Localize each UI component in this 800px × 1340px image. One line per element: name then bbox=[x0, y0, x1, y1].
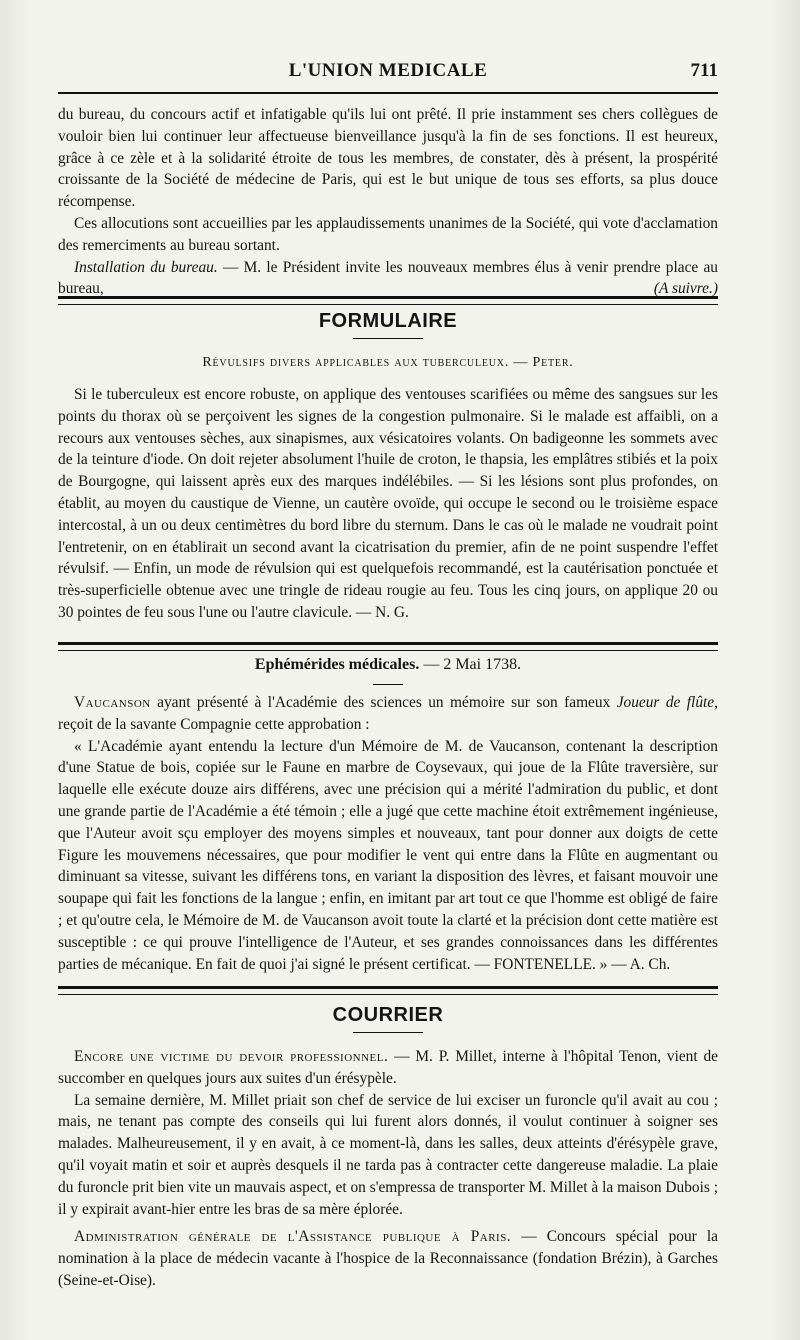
page-header bbox=[58, 60, 718, 88]
formulaire-subtitle: Révulsifs divers applicables aux tuberculeux. — Peter. bbox=[202, 355, 574, 370]
paragraph: La semaine dernière, M. Millet priait son chef de service de lui exciser un furoncle qu'il avait au cou ; mais, ne tenant pas compte des conseils qui lui furent alors donnés, il voulut continuer à soigner ses malades. Malheureusement, il y en avait, à ce moment-là, dans les salles, deux atteints d'érésypèle grave, qu'il voyait matin et soir et auprès desquels il ne tarda pas à contracter cette dangereuse maladie. La plaie du furoncle prit bien vite un mauvais aspect, et on s'empressa de transporter M. Millet à la maison Dubois ; il y expirait avant-hier entre les bras de sa mère éplorée. bbox=[58, 1091, 718, 1218]
ephemerides-date: — 2 Mai 1738. bbox=[423, 656, 522, 673]
run-in-heading: Administration générale de l'Assistance publique à Paris. bbox=[74, 1228, 512, 1246]
paragraph: du bureau, du concours actif et infatigable qu'ils lui ont prêté. Il prie instamment ses chers collègues de vouloir bien lui continuer leur affectueuse bienveillance jusqu'à la fin de ses fonctions. Il est heureux, grâce à ce zèle et à la solidarité étroite de tous les membres, de constater, dès à présent, la prospérité croissante de la Société de médecine de Paris, qui est le but unique de tous ses efforts, sa plus douce récompense. bbox=[58, 106, 718, 211]
paragraph: Ces allocutions sont accueillies par les applaudissements unanimes de la Société, qui vote d'acclamation des remerciments au bureau sortant. bbox=[58, 214, 718, 254]
paragraph-text: ayant présenté à l'Académie des sciences un mémoire sur son fameux bbox=[157, 694, 611, 711]
paragraph bbox=[58, 257, 718, 301]
paragraph bbox=[58, 692, 718, 736]
paragraph bbox=[58, 1226, 718, 1291]
title-underline bbox=[353, 338, 423, 339]
paragraph-text: reçoit de la savante Compagnie cette approbation : bbox=[58, 715, 370, 733]
title-underline bbox=[353, 1032, 423, 1033]
courrier-article bbox=[58, 1046, 718, 1292]
work-title: Joueur de flûte, bbox=[616, 694, 718, 711]
run-in-heading: Encore une victime du devoir professionnel. bbox=[74, 1048, 389, 1065]
paragraph-text: — M. le Président invite les nouveaux membres élus à venir prendre place au bureau, bbox=[58, 258, 718, 298]
section-title-courrier: COURRIER bbox=[332, 1004, 444, 1026]
ephemerides-article bbox=[58, 692, 718, 975]
ephemerides-title: Ephémérides médicales. bbox=[254, 656, 420, 673]
title-underline bbox=[373, 684, 403, 685]
page-number: 711 bbox=[690, 60, 718, 81]
quotation: « L'Académie ayant entendu la lecture d'un Mémoire de M. de Vaucanson, contenant la description d'une Statue de bois, copiée sur le Faune en marbre de Coysevaux, qui joue de la Flûte traversière, sur laquelle elle exécute douze airs différens, avec une précision qui a mérité l'admiration du public, et dont une grande partie de l'Académie a été témoin ; elle a jugé que cette machine étoit extrêmement ingénieuse, que l'Auteur avoit sçu employer des moyens simples et nouveaux, tant pour donner aux doigts de cette Figure les mouvemens nécessaires, que pour modifier le vent qui entre dans la Flûte en augmentant ou diminuant sa vitesse, suivant les différens tons, en variant la disposition des lèvres, et faisant mouvoir une soupape qui fait les fonctions de la langue ; enfin, en imitant par art tout ce que l'homme est obligé de faire ; et qu'outre cela, le Mémoire de M. de Vaucanson avoit toute la clarté et la précision dont cette matière est susceptible : ce qui prouve l'intelligence de l'Auteur, et ses grandes connoissances dans les différentes parties de mécanique. En fait de quoi j'ai signé le présent certificat. — FONTENELLE. » — A. Ch. bbox=[58, 737, 718, 973]
continued-article bbox=[58, 104, 718, 300]
section-title-formulaire: FORMULAIRE bbox=[318, 310, 458, 332]
paragraph: Si le tuberculeux est encore robuste, on applique des ventouses scarifiées ou même des sangsues sur les points du thorax où se perçoivent les signes de la congestion pulmonaire. Si le malade est affaibli, on a recours aux ventouses sèches, aux sinapismes, aux vésicatoires volants. On badigeonne les sommets avec de la teinture d'iode. On doit rejeter absolument l'huile de croton, le thapsia, les emplâtres stibiés et la poix de Bourgogne, qui laissent après eux des marques indélébiles. — Si les lésions sont plus profondes, on établit, au moyen du caustique de Vienne, un cautère ovoïde, qui occupe le second ou le troisième espace intercostal, à un ou deux centimètres du bord libre du sternum. Dans le cas où le malade ne voudrait point l'entretenir, on en établirait un second avant la cicatrisation du premier, afin de ne point suspendre l'effet révulsif. — Enfin, un mode de révulsion qui est quelquefois recommandé, est la cautérisation ponctuée et très-superficielle obtenue avec une tringle de rideau rougie au feu. Tous les cinq jours, on applique 20 ou 30 pointes de feu sous l'une ou l'autre clavicule. — N. G. bbox=[58, 386, 718, 621]
run-in-heading: Installation du bureau. bbox=[74, 258, 218, 276]
continuation-note: (A suivre.) bbox=[653, 280, 718, 298]
section-rule bbox=[58, 296, 718, 305]
paragraph-text: — Concours spécial pour la nomination à la place de médecin vacante à l'hospice de la Reconnaissance (fondation Brézin), à Garches (Seine-et-Oise). bbox=[58, 1228, 718, 1289]
header-rule bbox=[58, 92, 718, 94]
section-rule bbox=[58, 986, 718, 995]
paragraph bbox=[58, 1046, 718, 1090]
section-rule bbox=[58, 642, 718, 651]
journal-title: L'UNION MEDICALE bbox=[288, 60, 488, 81]
lead-word: Vaucanson bbox=[74, 694, 151, 711]
formulaire-article bbox=[58, 384, 718, 624]
paragraph-text: — M. P. Millet, interne à l'hôpital Tenon, vient de succomber en quelques jours aux suites d'un érésypèle. bbox=[58, 1048, 718, 1087]
ephemerides-heading bbox=[58, 656, 718, 674]
